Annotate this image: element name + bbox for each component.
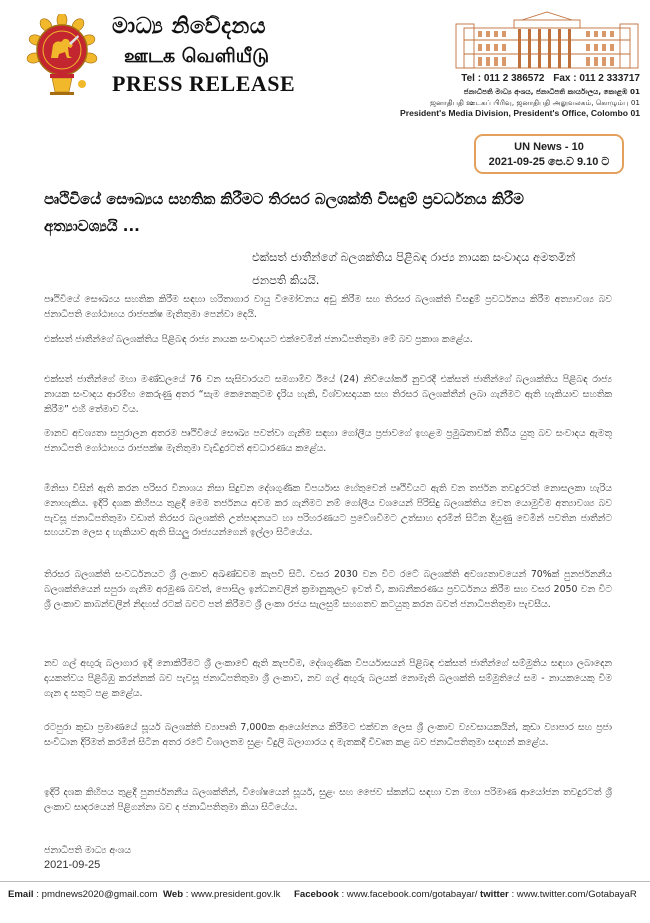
footer-email (8, 889, 157, 900)
footer-twitter-label: twitter (480, 889, 509, 900)
footer-facebook-value[interactable]: : www.facebook.com/gotabayar/ (341, 889, 478, 900)
address-sinhala: ජනාධිපති මාධ්‍ය අංශය, ජනාධිපති කාර්යාලය, කොළඹ 01 (463, 87, 640, 96)
footer-contacts (0, 881, 650, 907)
footer-web-value[interactable]: : www.president.gov.lk (185, 889, 281, 900)
footer-email-label: Email (8, 889, 34, 900)
reference-number: UN News - 10 (514, 141, 584, 153)
signature-department: ජනාධිපති මාධ්‍ය අංශය (44, 845, 131, 856)
title-tamil: ஊடக வெளியீடு (124, 45, 270, 67)
footer-twitter (480, 889, 637, 900)
signature-date: 2021-09-25 (44, 859, 101, 871)
footer-facebook-label: Facebook (294, 889, 339, 900)
tel-value: : 011 2 386572 (477, 73, 545, 84)
footer-web-label: Web (163, 889, 184, 900)
subheadline: එක්සත් ජාතීන්ගේ බලශක්තිය පිළිබඳ රාජ්‍ය නායක සංවාදය අමතමින් ජනපති කියයි. (252, 250, 576, 287)
press-release-title (112, 12, 322, 98)
fax-label: Fax (553, 73, 571, 84)
paragraph: මානව අවශ්‍යතා සපුරාලන අතරම පෘථිවියේ සෞඛ්‍ය පවත්වා ගැනීම සඳහා ගෝලීය ප්‍රජාවගේ ඉහළම ප්‍රමුඛතාවක් තිබිිය යුතු බව සංවාදය ඇමතූ ජනාධිපති ගෝඨාභය රාජපක්ෂ මැතිතුමා වැඩිදුරටත් අවධාරණය කළේය. (44, 428, 612, 454)
presidential-secretariat-building-icon (452, 10, 642, 70)
address-english: President's Media Division, President's Office, Colombo 01 (400, 108, 640, 118)
national-emblem-icon (26, 14, 98, 98)
paragraph: එක්සත් ජාතීන්ගේ මහා මණ්ඩලයේ 76 වන සැසිවාරයට සමගාමීව ඊයේ (24) නිව්යෝර්ක් නුවරදී එක්සත් ජාතීන්ගේ බලශක්තිය පිළිබඳ රාජ්‍ය නායක සංවාදය ආරම්භ කෙරුණු අතර “සැම කෙනෙකුටම දැරිය හැකි, විශ්වාසදායක සහ තිරසර බලශක්තීන් ලබා ගැනීමට ඇති හැකියාව සහතික කිරීම” එහි තේමාව විය. (44, 374, 612, 415)
contact-block (400, 72, 640, 119)
paragraph: රටපුරා කුඩා ප්‍රමාණයේ සූර්ය බලශක්ති ව්‍යාපෘති 7,000ක ආයෝජනය කිරීමට එක්වන ලෙස ශ්‍රී ලංකාව ව්‍යවසායකයින්, කුඩා ව්‍යාපාර සහ ප්‍රජා සංවිධාන දිරිමත් කරමින් සිටින අතර රටේ විශාලතම සුළං විදුලි බලාගාරය ද මැතකදී විවෘත කළ බව ජනාධිපතිතුමා සඳහන් කළේය. (44, 722, 612, 748)
paragraph: එක්සත් ජාතීන්ගේ බලශක්තිය පිළිබඳ රාජ්‍ය නායක සංවාදයට එක්වෙමින් ජනාධිපතිතුමා මේ බව ප්‍රකාශ කළේය. (44, 334, 473, 345)
paragraph: පෘථිවියේ සෞඛ්‍යය සහතික කිරීම සඳහා හරිතාගාර වායු විමෝචනය අඩු කිරීම සහ තිරසර බලශක්ති විසඳුම් ප්‍රවර්ධනය කිරීම අත්‍යාවශ්‍ය බව ජනාධිපති ගෝඨාභය රාජපක්ෂ මැතිතුමා පෙන්වා දෙයි. (44, 294, 612, 320)
title-sinhala: මාධ්‍ය නිවේදනය (112, 14, 267, 39)
footer-twitter-value[interactable]: : www.twitter.com/GotabayaR (511, 889, 637, 900)
fax-value: : 011 2 333717 (573, 73, 640, 84)
headline: පෘථිවියේ සෞඛ්‍යය සහතික කිරීමට තිරසර බලශක්ති විසඳුම් ප්‍රවර්ධනය කිරීම අත්‍යාවශ්‍යයි ... (44, 190, 524, 235)
paragraph: නව ගල් අඟුරු බලාගාර ඉදි නොකිරීමට ශ්‍රී ලංකාවේ ඇති කැපවීම, දේශගුණික විපර්යාසයන් පිළිබඳ එක්සත් ජාතීන්ගේ සම්මුතිය සඳහා ලබාදෙන දායකත්වය පිළිබිඹු කරන්නක් බව පැවසූ ජනාධිපතිතුමා ශ්‍රී ලංකාව, නව ගල් අඟුරු බලයක් නොමැති බලශක්ති සම්මුතියේ සම - නායකයෙකු වීම ගැන ද සතුට පළ කළේය. (44, 658, 612, 699)
reference-datetime: 2021-09-25 පෙ.ව 9.10 ට (488, 156, 610, 168)
signature-block (44, 843, 131, 873)
title-english: PRESS RELEASE (112, 71, 296, 96)
paragraph: ඉදිරි දශක කිහිපය තුළදී පුනර්ජනනීය බලශක්තීන්, විශේෂයෙන් සූර්ය, සුළං සහ ජෛව ස්කන්ධ සඳහා වන මහා පරිමාණ ආයෝජන තවදුරටත් ශ්‍රී ලංකාව සාදරයෙන් පිළිගන්නා බව ද ජනාධිපතිතුමා කියා සිටියේය. (44, 787, 612, 813)
tel-label: Tel (461, 73, 475, 84)
paragraph: මිනිසා විසින් ඇති කරන පරිසර විනාශය නිසා සිදුවන දේශගුණික විපර්යාස හේතුවෙන් පෘථිවියට ඇති වන තර්ජන තවදුරටත් නොසලකා හැරිය නොහැකිය. ඉදිරි දශක කිහිපය තුළදී මෙම තර්ජනය අවම කර ගැනීමට නම් ගෝලීය වශයෙන් පිරිසිදු බලශක්තිය වෙත යොමුවීම අත්‍යාවශ්‍ය බව පැවසූ ජනාධිපතිතුමා වඩාත් තිරසර බලශක්ති උත්පාදනයට හා පරිහරණයට ප්‍රවේශවීමට උත්සාහ දරමින් සිටින දියුණු වෙමින් පවතින ජාතීන්ට සහයවන ලෙස ද හැකියාව ඇති සියලු රාජ්‍යයන්ගෙන් ඉල්ලා සිටියේය. (44, 483, 612, 539)
footer-facebook (294, 889, 477, 900)
footer-web (163, 889, 280, 900)
footer-email-value[interactable]: : pmdnews2020@gmail.com (36, 889, 158, 900)
address-tamil: ஜனாதிபதி ஊடகப் பிரிவு, ஜனாதிபதி அலுவலகம், கொழும்பு 01 (430, 98, 640, 107)
paragraph: තිරසර බලශක්ති සංවර්ධනයට ශ්‍රී ලංකාව අඛණ්ඩවම කැපවී සිටී. වසර 2030 වන විට රටේ බලශක්ති අවශ්‍යතාවයෙන් 70%ක් පුනර්ජනනීය බලශක්තියෙන් සපුරා ගැනීම අරමුණ බවත්, පොසිල ඉන්ධනවලින් ක්‍රමානුකූලව ඉවත් වී, කාබනීකරණය ප්‍රවර්ධනය කිරීම සහ වසර 2050 වන විට ශ්‍රී ලංකාව කාබන්වලින් නිදහස් රටක් බවට පත් කිරීමට ශ්‍රී ලංකා රජය සැලසුම් සහගතව කටයුතු කරන බවත් ජනාධිපතිතුමා පැවසීය. (44, 569, 612, 610)
reference-box (474, 134, 624, 174)
tel-fax-line (400, 72, 640, 86)
